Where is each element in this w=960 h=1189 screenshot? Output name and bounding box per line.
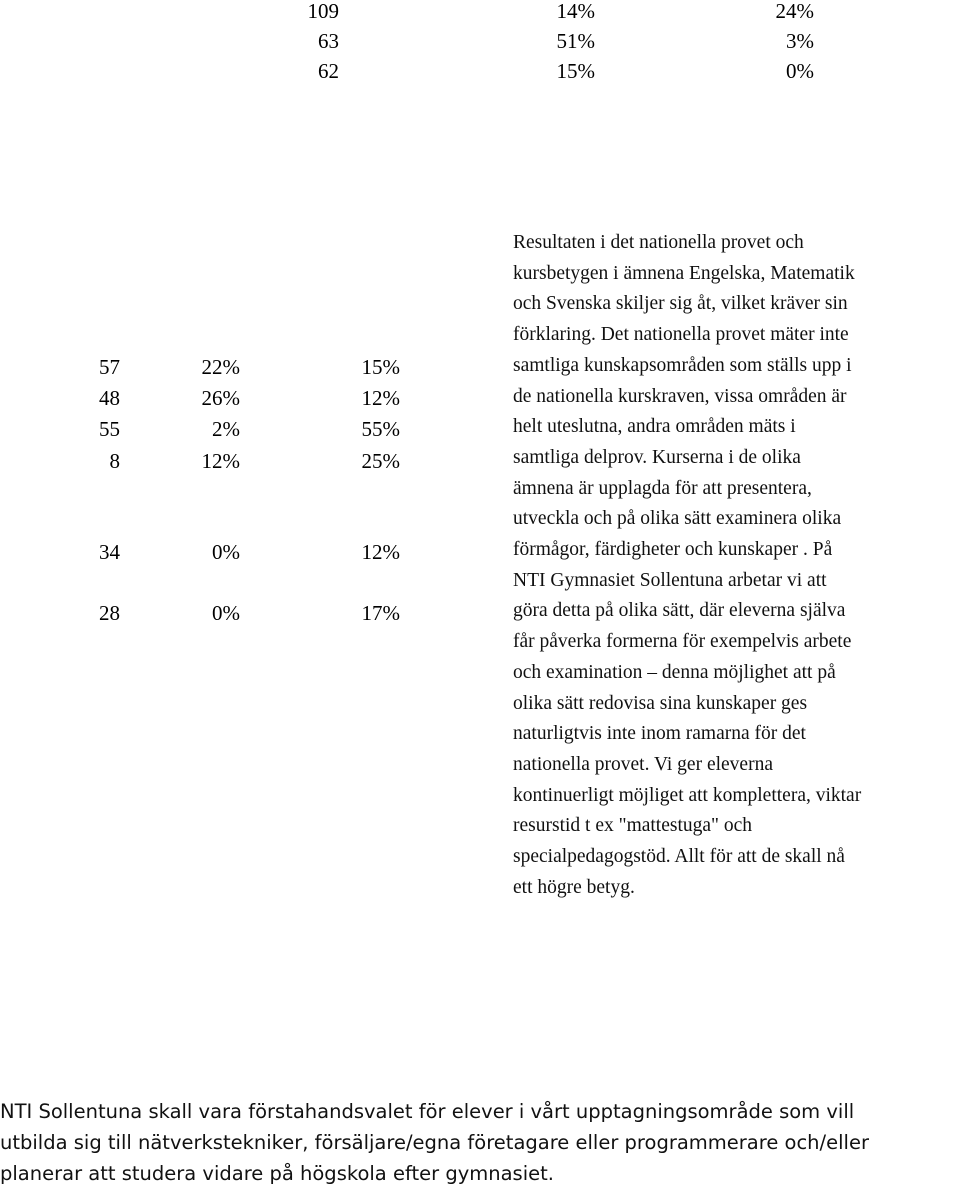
text-line: samtliga delprov. Kurserna i de olika xyxy=(513,446,801,468)
text-line: och Svenska skiljer sig åt, vilket kräver sin xyxy=(513,293,848,315)
table-cell: 12% xyxy=(201,449,240,473)
table-cell: 55% xyxy=(361,417,400,441)
table-cell: 12% xyxy=(361,386,400,410)
text-line: resurstid t ex "mattestuga" och xyxy=(513,815,753,837)
table-cell: 25% xyxy=(361,449,400,473)
table-cell: 8 xyxy=(109,449,120,473)
text-line: ämnena är upplagda för att presentera, xyxy=(513,477,812,499)
text-line: planerar att studera vidare på högskola efter gymnasiet. xyxy=(0,1162,554,1185)
table-cell: 48 xyxy=(99,386,120,410)
table-cell: 2% xyxy=(212,417,240,441)
table-cell: 0% xyxy=(786,59,814,83)
text-line: göra detta på olika sätt, där eleverna själva xyxy=(513,600,846,622)
text-line: specialpedagogstöd. Allt för att de skall nå xyxy=(513,846,845,868)
table-cell: 22% xyxy=(201,355,240,379)
text-line: utveckla och på olika sätt examinera olika xyxy=(513,508,842,530)
table-cell: 55 xyxy=(99,417,120,441)
table-cell: 57 xyxy=(99,355,120,379)
text-line: NTI Sollentuna skall vara förstahandsvalet för elever i vårt upptagningsområde som vill xyxy=(0,1100,855,1123)
text-line: naturligtvis inte inom ramarna för det xyxy=(513,723,806,745)
table-cell: 34 xyxy=(99,540,120,564)
text-line: och examination – denna möjlighet att på xyxy=(513,661,836,683)
text-line: nationella provet. Vi ger eleverna xyxy=(513,753,773,775)
text-line: de nationella kurskraven, vissa områden är xyxy=(513,385,847,407)
text-line: förklaring. Det nationella provet mäter inte xyxy=(513,324,849,346)
table-cell: 15% xyxy=(556,59,595,83)
explanation-paragraph xyxy=(513,228,960,903)
footer-statement xyxy=(0,1096,960,1189)
text-line: kursbetygen i ämnena Engelska, Matematik xyxy=(513,262,855,284)
table-cell: 63 xyxy=(318,29,339,53)
table-cell: 28 xyxy=(99,601,120,625)
text-line: ett högre betyg. xyxy=(513,876,635,898)
table-cell: 62 xyxy=(318,59,339,83)
table-cell: 24% xyxy=(775,0,814,23)
table-cell: 26% xyxy=(201,386,240,410)
table-cell: 0% xyxy=(212,540,240,564)
text-line: får påverka formerna för exempelvis arbete xyxy=(513,631,852,653)
table-cell: 51% xyxy=(556,29,595,53)
table-cell: 0% xyxy=(212,601,240,625)
text-line: förmågor, färdigheter och kunskaper . På xyxy=(513,539,833,561)
text-line: utbilda sig till nätverkstekniker, försäljare/egna företagare eller programmerare och/eller xyxy=(0,1131,869,1154)
table-cell: 109 xyxy=(307,0,339,23)
text-line: kontinuerligt möjliget att komplettera, viktar xyxy=(513,784,862,806)
text-line: samtliga kunskapsområden som ställs upp i xyxy=(513,354,852,376)
table-cell: 15% xyxy=(361,355,400,379)
text-line: helt uteslutna, andra områden mäts i xyxy=(513,416,796,438)
table-cell: 12% xyxy=(361,540,400,564)
text-line: Resultaten i det nationella provet och xyxy=(513,232,804,253)
text-line: olika sätt redovisa sina kunskaper ges xyxy=(513,692,808,714)
table-cell: 14% xyxy=(556,0,595,23)
table-cell: 17% xyxy=(361,601,400,625)
table-cell: 3% xyxy=(786,29,814,53)
text-line: NTI Gymnasiet Sollentuna arbetar vi att xyxy=(513,569,827,591)
